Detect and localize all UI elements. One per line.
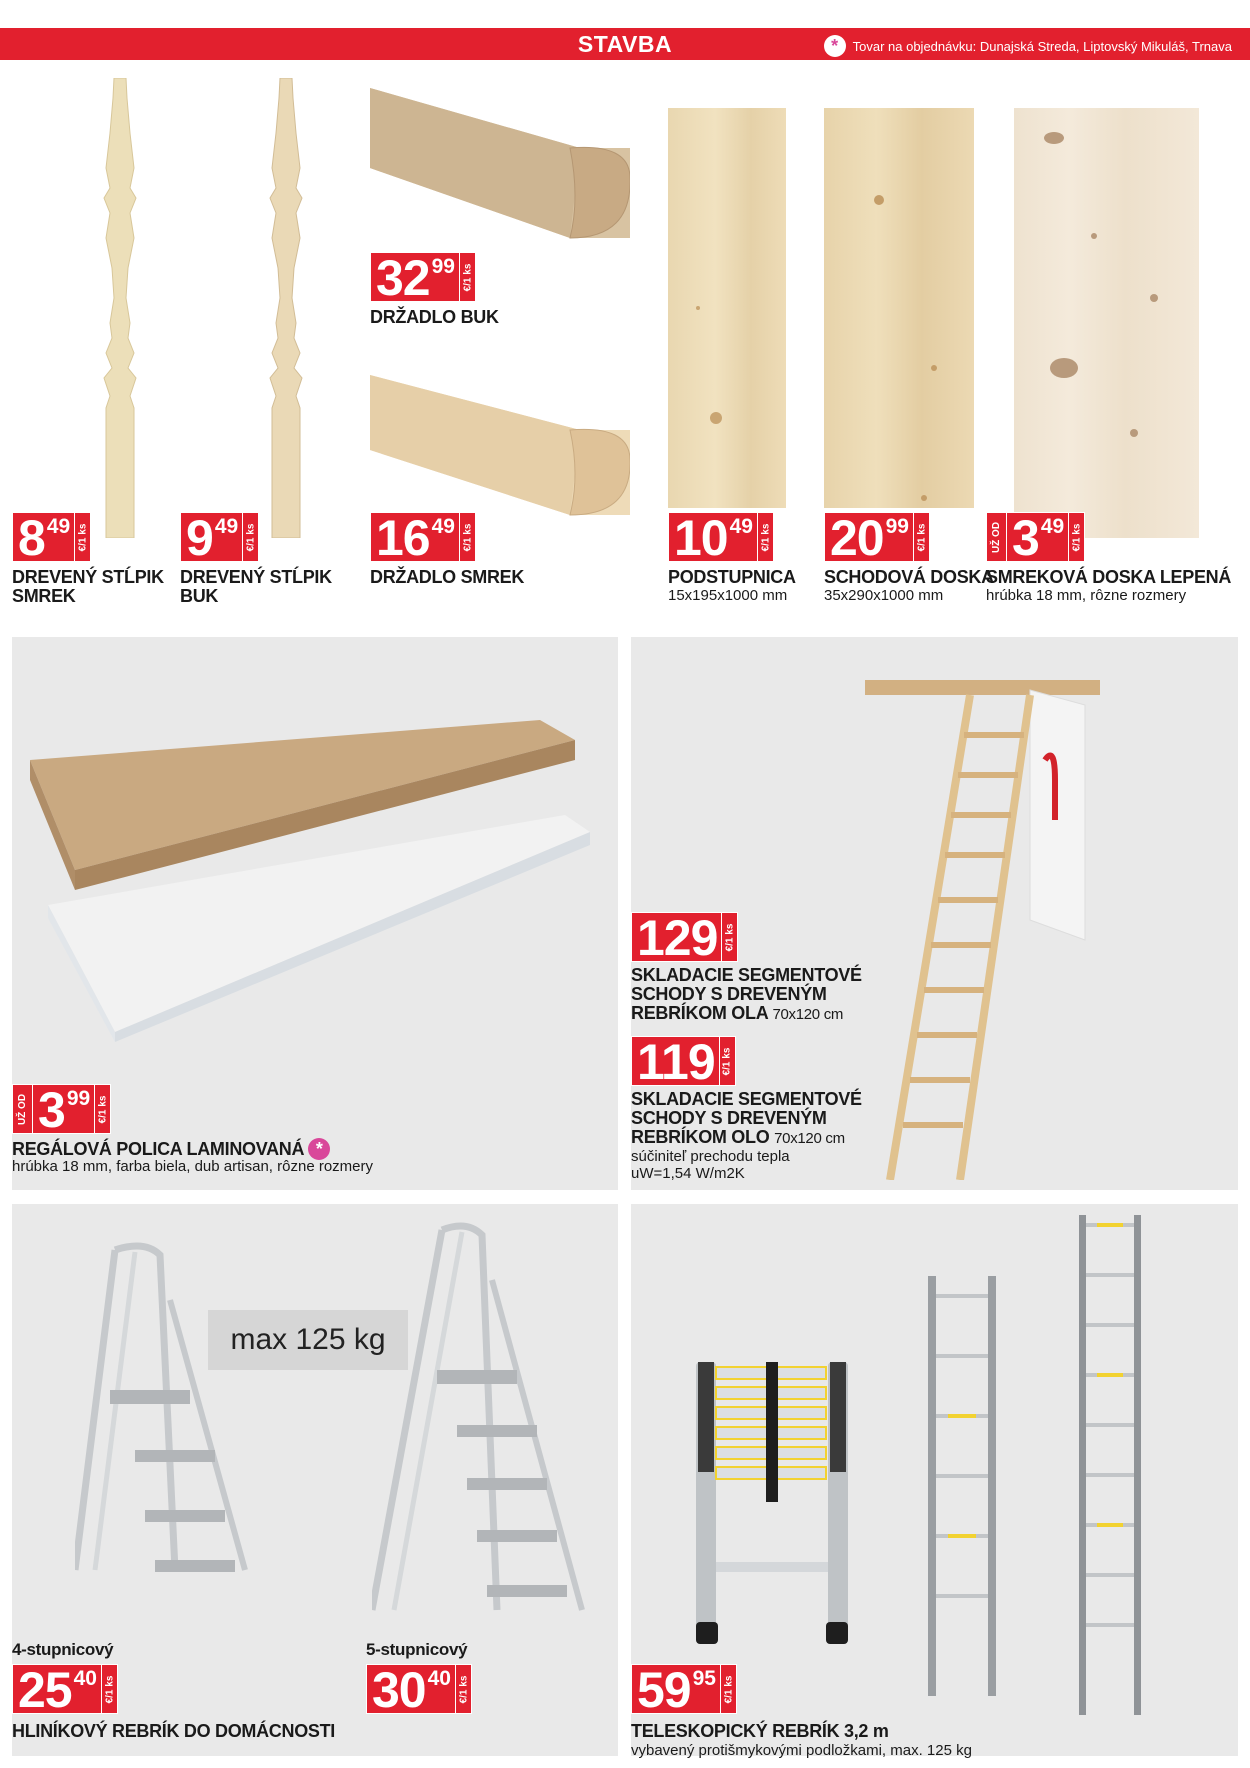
riser-board-image (668, 108, 786, 508)
product-desc: hrúbka 18 mm, farba biela, dub artisan, rôzne rozmery (12, 1158, 374, 1175)
order-note-text: Tovar na objednávku: Dunajská Streda, Liptovský Mikuláš, Trnava (852, 38, 1232, 54)
product-name: DREVENÝ STĹPIK BUK (180, 567, 332, 606)
product-name: SKLADACIE SEGMENTOVÉ SCHODY S DREVENÝM REBRÍKOM OLO 70x120 cm (631, 1089, 862, 1147)
variant-label: 5-stupnicový (366, 1640, 468, 1659)
section-header-bar (0, 28, 1250, 60)
price-tag: 129 €/1 ks (631, 912, 738, 962)
price-tag: 16 49 €/1 ks (370, 512, 476, 562)
price-tag: UŽ OD 3 99 €/1 ks (12, 1084, 111, 1134)
price-tag: 119 €/1 ks (631, 1036, 736, 1086)
telescopic-ladder-full-image (1075, 1215, 1145, 1715)
product-name: DRŽADLO BUK (370, 307, 499, 327)
price-tag: 32 99 €/1 ks (370, 252, 476, 302)
handrail-beech-image (370, 88, 630, 248)
glued-spruce-board-image (1014, 108, 1199, 538)
baluster-beech-image (256, 78, 316, 538)
telescopic-ladder-extended-image (922, 1276, 1002, 1696)
price-tag: UŽ OD 3 49 €/1 ks (986, 512, 1085, 562)
price-tag: 9 49 €/1 ks (180, 512, 259, 562)
price-tag: 30 40 €/1 ks (366, 1664, 472, 1714)
max-load-box: max 125 kg (208, 1310, 408, 1370)
step-ladder-5-image (372, 1220, 592, 1620)
shelf-board-image (30, 720, 590, 1050)
price-tag: 8 49 €/1 ks (12, 512, 91, 562)
product-name: PODSTUPNICA (668, 567, 796, 587)
product-size: 15x195x1000 mm (668, 587, 788, 604)
asterisk-star-icon: * (308, 1138, 330, 1160)
product-name: HLINÍKOVÝ REBRÍK DO DOMÁCNOSTI (12, 1721, 336, 1741)
handrail-spruce-image (370, 375, 630, 525)
product-name: DRŽADLO SMREK (370, 567, 525, 587)
order-note (824, 35, 1232, 57)
price-tag: 25 40 €/1 ks (12, 1664, 118, 1714)
variant-label: 4-stupnicový (12, 1640, 114, 1659)
stair-board-image (824, 108, 974, 508)
product-name: TELESKOPICKÝ REBRÍK 3,2 m (631, 1721, 889, 1741)
product-name: SMREKOVÁ DOSKA LEPENÁ (986, 567, 1232, 587)
product-desc: vybavený protišmykovými podložkami, max. 125 kg (631, 1742, 972, 1759)
baluster-spruce-image (90, 78, 150, 538)
product-name: SCHODOVÁ DOSKA (824, 567, 994, 587)
price-tag: 59 95 €/1 ks (631, 1664, 737, 1714)
product-name: DREVENÝ STĹPIK SMREK (12, 567, 164, 606)
asterisk-star-icon: * (824, 35, 846, 57)
product-name: REGÁLOVÁ POLICA LAMINOVANÁ * (12, 1138, 330, 1160)
product-desc: súčiniteľ prechodu tepla uW=1,54 W/m2K (631, 1148, 790, 1182)
step-ladder-4-image (75, 1240, 265, 1580)
product-size: 35x290x1000 mm (824, 587, 944, 604)
price-tag: 20 99 €/1 ks (824, 512, 930, 562)
section-title: STAVBA (577, 31, 673, 57)
telescopic-ladder-folded-image (688, 1362, 853, 1647)
product-name: SKLADACIE SEGMENTOVÉ SCHODY S DREVENÝM REBRÍKOM OLA 70x120 cm (631, 965, 862, 1023)
attic-ladder-image (860, 660, 1120, 1180)
product-desc: hrúbka 18 mm, rôzne rozmery (986, 587, 1187, 604)
price-tag: 10 49 €/1 ks (668, 512, 774, 562)
